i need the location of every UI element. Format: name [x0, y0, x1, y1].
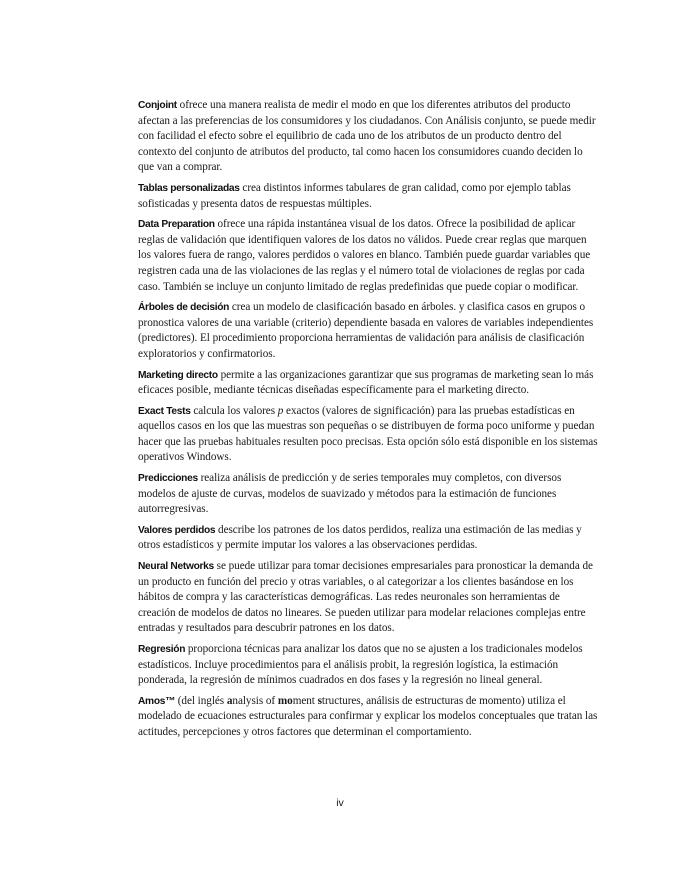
paragraph-text: ofrece una rápida instantánea visual de los datos. Ofrece la posibilidad de aplicar reglas de validación que identifiquen valores de los datos no válidos. Puede crear reglas que marquen los valores fuera de rango, valores perdidos o valores en blanco. También puede guardar variables que registren cada una de las violaciones de las reglas y el número total de violaciones de reglas por cada caso. También se incluye un conjunto limitado de reglas predefinidas que puede copiar o modificar. [138, 218, 591, 293]
paragraph-text: describe los patrones de los datos perdidos, realiza una estimación de las medias y otros estadísticos y permite imputar los valores a las observaciones perdidas. [138, 523, 582, 552]
term-regresion: Regresión [138, 644, 186, 655]
term-marketing-directo: Marketing directo [138, 369, 218, 381]
paragraph-text: (del inglés [175, 694, 227, 707]
paragraph-neural-networks [138, 559, 600, 637]
paragraph-text: ofrece una manera realista de medir el modo en que los diferentes atributos del producto afectan a las preferencias de los consumidores y los ciudadanos. Con Análisis conjunto, se puede medir con facilidad el efecto sobre el equilibrio de cada uno de los atributos de un producto dentro del contexto del conjunto de atributos del producto, tal como hacen los consumidores cuando deciden lo que van a comprar. [138, 99, 596, 174]
term-exact-tests: Exact Tests [138, 405, 191, 417]
term-data-preparation: Data Preparation [138, 219, 215, 231]
paragraph-text: exactos (valores de significación) para las pruebas estadísticas en aquellos casos en los que las muestras son pequeñas o se distribuyen de forma poco uniforme y puedan hacer que las pruebas habituales resulten poco precisas. Esta opción sólo está disponible en los sistemas operativos Windows. [138, 404, 598, 464]
term-neural-networks: Neural Networks [138, 561, 214, 573]
paragraph-regresion [138, 642, 600, 689]
paragraph-text: calcula los valores [190, 404, 278, 417]
paragraph-data-preparation [138, 217, 600, 295]
paragraph-text: tructures, análisis de estructuras de momento) utiliza el modelado de ecuaciones estructurales para confirmar y explicar los modelos conceptuales que tratan las actitudes, percepciones y otros factores que determinan el comportamiento. [138, 694, 598, 738]
term-conjoint: Conjoint [138, 100, 177, 111]
paragraph-text: proporciona técnicas para analizar los datos que no se ajusten a los tradicionales modelos estadísticos. Incluye procedimientos para el análisis probit, la regresión logística, la estimación ponderada, la regresión de mínimos cuadrados en dos fases y la regresión no lineal general. [138, 643, 583, 687]
acronym-letter: mo [277, 694, 293, 707]
term-tablas-personalizadas: Tablas personalizadas [138, 182, 240, 194]
paragraph-conjoint [138, 98, 600, 176]
paragraph-text: nalysis of [232, 694, 278, 707]
p-value-italic: p [277, 404, 284, 417]
paragraph-text: ment [292, 694, 318, 707]
module-descriptions [138, 98, 600, 746]
page-number: iv [336, 797, 344, 809]
paragraph-text: crea distintos informes tabulares de gran calidad, como por ejemplo tablas sofisticadas y presenta datos de respuestas múltiples. [138, 181, 571, 210]
paragraph-arboles-de-decision [138, 300, 600, 362]
paragraph-text: se puede utilizar para tomar decisiones empresariales para pronosticar la demanda de un producto en función del precio y otras variables, o al categorizar a los clientes basándose en los hábitos de compra y las características demográficas. Las redes neuronales son herramientas de creación de modelos de datos no lineares. Se pueden utilizar para modelar relaciones complejas entre entradas y resultados para descubrir patrones en los datos. [138, 560, 593, 635]
paragraph-text: crea un modelo de clasificación basado en árboles. y clasifica casos en grupos o pronostica valores de una variable (criterio) dependiente basada en valores de variables independientes (predictores). El procedimiento proporciona herramientas de validación para análisis de clasificación exploratorios y confirmatorios. [138, 301, 594, 360]
paragraph-marketing-directo [138, 368, 600, 399]
paragraph-tablas-personalizadas [138, 181, 600, 212]
paragraph-text: permite a las organizaciones garantizar que sus programas de marketing sean lo más eficaces posible, mediante técnicas diseñadas específicamente para el marketing directo. [138, 368, 594, 397]
term-amos: Amos™ [138, 695, 175, 707]
paragraph-valores-perdidos [138, 523, 600, 554]
acronym-letter: s [317, 694, 322, 707]
paragraph-predicciones [138, 471, 600, 518]
paragraph-text: realiza análisis de predicción y de series temporales muy completos, con diversos modelos de ajuste de curvas, modelos de suavizado y métodos para la estimación de funciones autorregresivas. [138, 472, 562, 516]
term-valores-perdidos: Valores perdidos [138, 524, 216, 536]
paragraph-exact-tests [138, 404, 600, 466]
term-predicciones: Predicciones [138, 473, 198, 485]
acronym-letter: a [226, 694, 233, 707]
term-arboles-de-decision: Árboles de decisión [138, 302, 230, 314]
paragraph-amos [138, 694, 600, 741]
